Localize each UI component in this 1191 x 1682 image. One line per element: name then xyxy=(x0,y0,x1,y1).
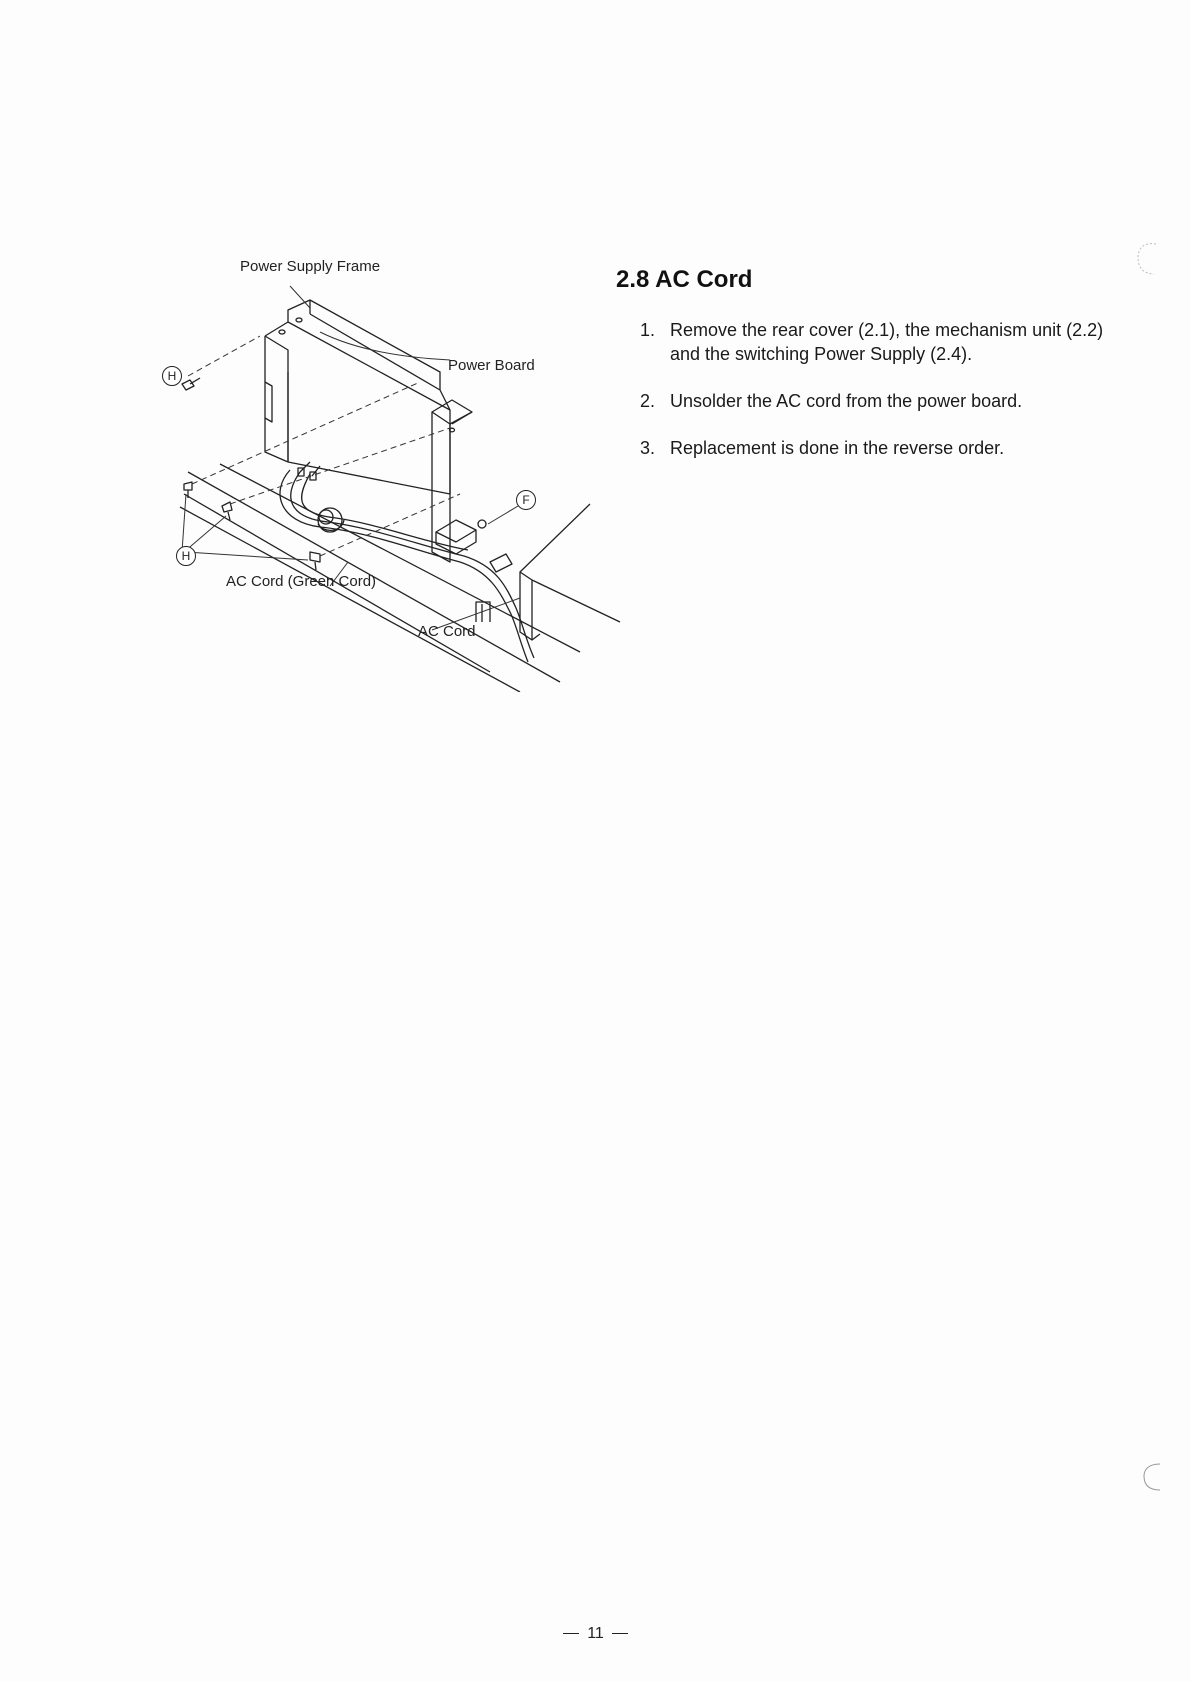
step-text: Replacement is done in the reverse order. xyxy=(670,438,1005,458)
dash-left xyxy=(563,1633,579,1634)
ac-cord-label: AC Cord xyxy=(418,623,476,640)
screw-h-marker-bottom: H xyxy=(176,546,196,566)
section-title: 2.8 AC Cord xyxy=(616,266,753,293)
step-number: 1. xyxy=(640,320,656,340)
binder-hole-mark xyxy=(1140,1460,1166,1494)
page-number-value: 11 xyxy=(587,1625,604,1642)
ac-cord-green-label: AC Cord (Green Cord) xyxy=(226,573,377,590)
step-text: Unsolder the AC cord from the power board. xyxy=(670,391,1023,411)
disassembly-diagram xyxy=(160,258,680,692)
step-number: 2. xyxy=(640,391,656,411)
binder-hole-mark xyxy=(1134,238,1160,278)
power-supply-frame-label: Power Supply Frame xyxy=(240,258,381,275)
step-item xyxy=(636,389,1126,413)
power-board-label: Power Board xyxy=(448,357,535,374)
screw-h-marker-top: H xyxy=(162,366,182,386)
screw-f-marker: F xyxy=(516,490,536,510)
page-number xyxy=(0,1625,1191,1643)
step-item xyxy=(636,318,1126,366)
procedure-steps xyxy=(636,318,1126,483)
dash-right xyxy=(612,1633,628,1634)
step-number: 3. xyxy=(640,438,656,458)
step-item xyxy=(636,436,1126,460)
step-text: Remove the rear cover (2.1), the mechanism unit (2.2) and the switching Power Supply (2.4). xyxy=(670,320,1104,364)
